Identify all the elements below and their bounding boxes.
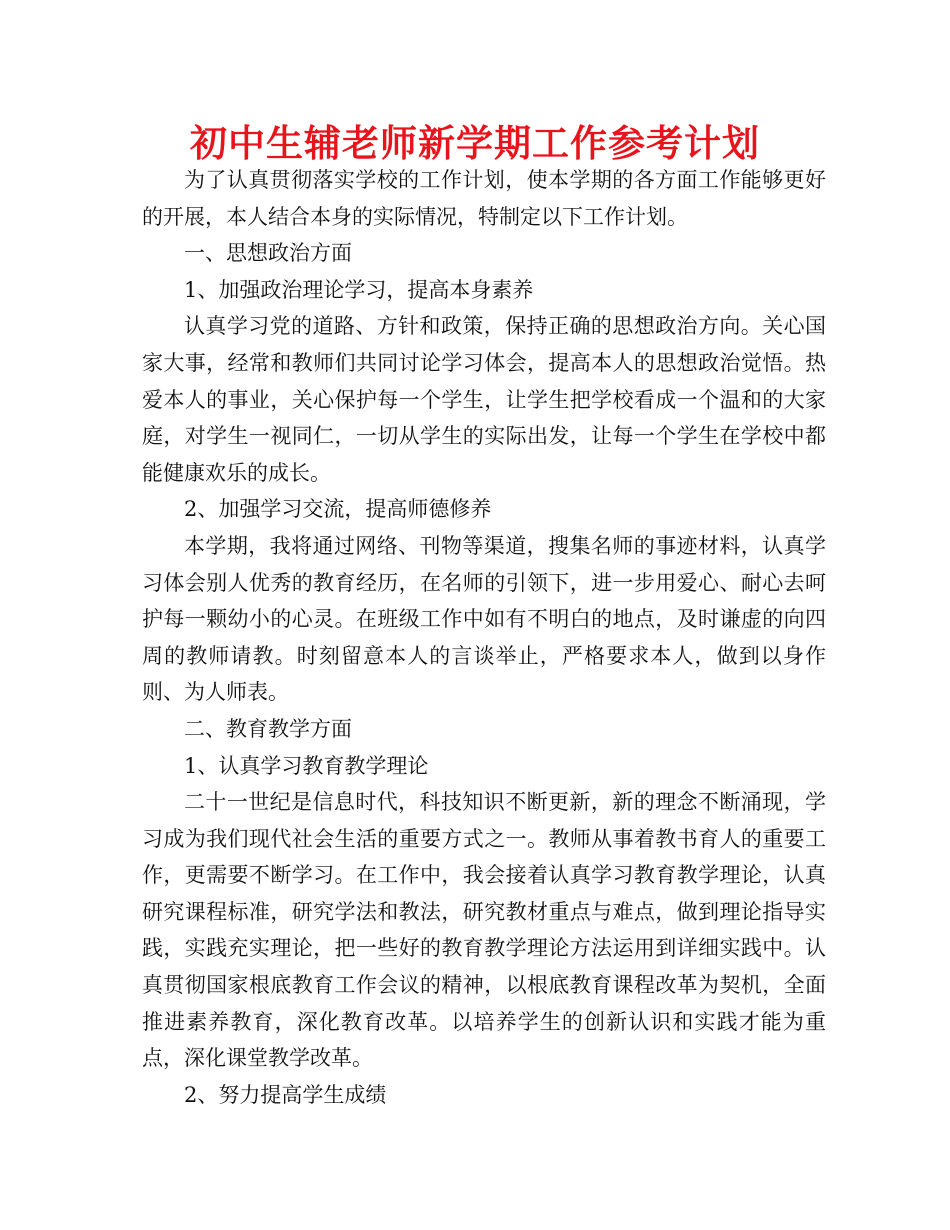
section-heading-teaching: 二、教育教学方面 <box>184 716 352 741</box>
section-heading-ideology: 一、思想政治方面 <box>184 241 352 266</box>
paragraph-teacher-ethics: 本学期，我将通过网络、刊物等渠道，搜集名师的事迹材料，认真学习体会别人优秀的教育经历，在名师的引领下，进一步用爱心、耐心去呵护每一颗幼小的心灵。在班级工作中如有不明白的地点，及时谦虚的向四周的教师请教。时刻留意本人的言谈举止，严格要求本人，做到以身作则、为人师表。 <box>142 533 826 705</box>
paragraph-intro: 为了认真贯彻落实学校的工作计划，使本学期的各方面工作能够更好的开展，本人结合本身的实际情况，特制定以下工作计划。 <box>142 168 826 229</box>
paragraph-teaching-theory: 二十一世纪是信息时代，科技知识不断更新，新的理念不断涌现，学习成为我们现代社会生活的重要方式之一。教师从事着教书育人的重要工作，更需要不断学习。在工作中，我会接着认真学习教育教学理论，认真研究课程标准，研究学法和教法，研究教材重点与难点，做到理论指导实践，实践充实理论，把一些好的教育教学理论方法运用到详细实践中。认真贯彻国家根底教育工作会议的精神，以根底教育课程改革为契机，全面推进素养教育，深化教育改革。以培养学生的创新认识和实践才能为重点，深化课堂教学改革。 <box>142 790 826 1071</box>
document-body <box>142 162 826 1113</box>
subheading-political-study: 1、加强政治理论学习，提高本身素养 <box>184 277 534 302</box>
subheading-teaching-theory: 1、认真学习教育教学理论 <box>184 753 429 778</box>
document-title: 初中生辅老师新学期工作参考计划 <box>190 122 760 165</box>
paragraph-political-study: 认真学习党的道路、方针和政策，保持正确的思想政治方向。关心国家大事，经常和教师们共同讨论学习体会，提高本人的思想政治觉悟。热爱本人的事业，关心保护每一个学生，让学生把学校看成一个温和的大家庭，对学生一视同仁，一切从学生的实际出发，让每一个学生在学校中都能健康欢乐的成长。 <box>142 314 826 485</box>
subheading-teacher-ethics: 2、加强学习交流，提高师德修养 <box>184 497 492 522</box>
subheading-student-scores: 2、努力提高学生成绩 <box>184 1082 387 1107</box>
